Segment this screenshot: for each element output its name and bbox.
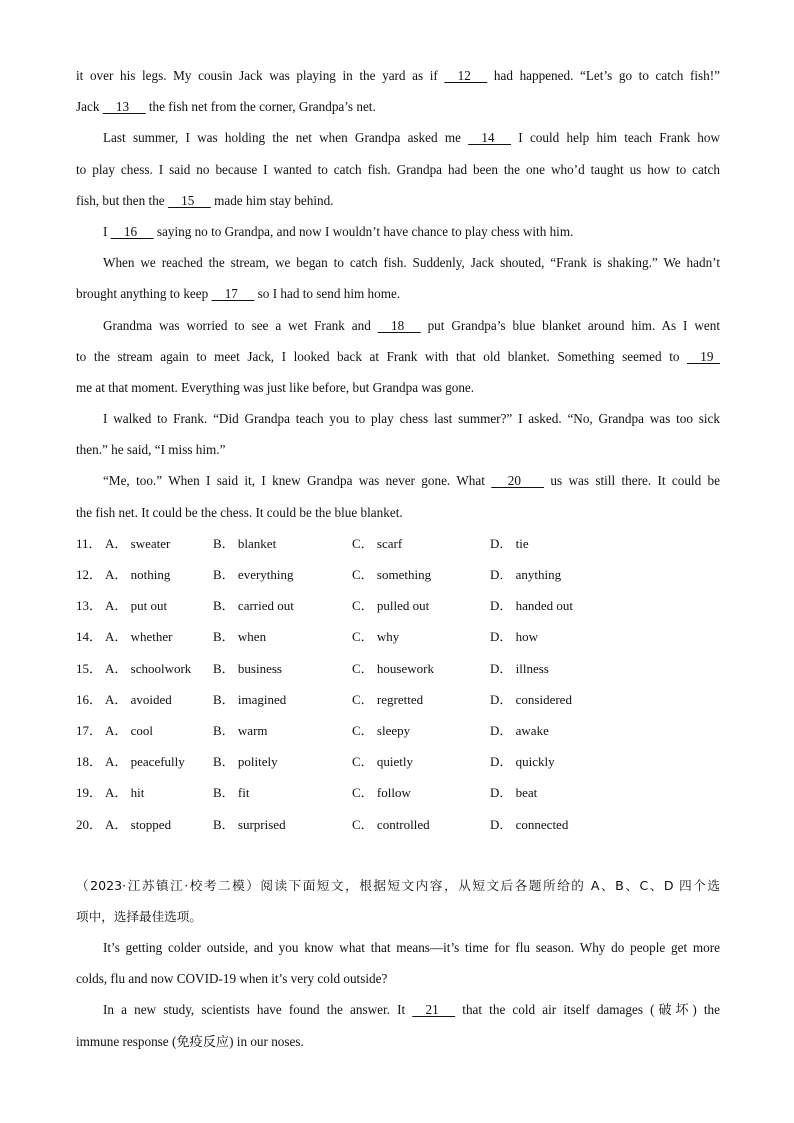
option-d: D． illness xyxy=(490,660,549,676)
question-number: 17． xyxy=(76,722,103,738)
passage-line: immune response (免疫反应) in our noses. xyxy=(76,1033,304,1049)
option-row xyxy=(76,777,720,808)
question-number: 13． xyxy=(76,598,103,614)
text: Jack xyxy=(76,99,103,115)
option-a: A． peacefully xyxy=(105,754,185,770)
question-number: 14． xyxy=(76,629,103,645)
passage-line: the fish net. It could be the chess. It could be the blue blanket. xyxy=(76,504,403,520)
passage-line xyxy=(76,278,720,309)
text: had happened. “Let’s go to catch fish!” xyxy=(487,68,720,83)
option-b: B． fit xyxy=(213,785,250,801)
passage-line xyxy=(76,994,720,1025)
text: “Me, too.” When I said it, I knew Grandpa was never gone. What xyxy=(103,473,492,489)
passage-line: then.” he said, “I miss him.” xyxy=(76,442,226,458)
text: the fish net from the corner, Grandpa’s net. xyxy=(145,99,376,115)
option-a: A． cool xyxy=(105,722,154,738)
option-c: C． pulled out xyxy=(352,598,430,614)
blank-21: 21 xyxy=(412,1002,456,1018)
option-d: D． anything xyxy=(490,567,562,582)
blank-13: 13 xyxy=(102,99,146,115)
text: made him stay behind. xyxy=(210,192,334,208)
option-b: B． business xyxy=(213,660,282,676)
text: that the cold air itself damages (破坏) the xyxy=(455,1002,720,1018)
option-row xyxy=(76,653,720,684)
blank-16: 16 xyxy=(110,223,154,239)
option-c: C． housework xyxy=(352,660,434,676)
option-c: C． quietly xyxy=(352,754,414,770)
passage-line xyxy=(76,122,720,153)
blank-19: 19 xyxy=(687,348,720,364)
option-row xyxy=(76,684,720,715)
passage-line xyxy=(76,341,720,372)
option-a: A． put out xyxy=(105,598,168,614)
option-a: A． nothing xyxy=(105,567,171,582)
worksheet-page xyxy=(76,60,720,1057)
option-c: C． regretted xyxy=(352,691,424,707)
blank-15: 15 xyxy=(167,192,211,208)
option-b: B． politely xyxy=(213,754,278,770)
option-d: D． how xyxy=(490,629,539,645)
option-row xyxy=(76,715,720,746)
option-a: A． schoolwork xyxy=(105,660,192,676)
option-row xyxy=(76,621,720,652)
passage-line xyxy=(76,91,720,122)
option-d: D． considered xyxy=(490,691,572,707)
text: saying no to Grandpa, and now I wouldn’t have chance to play chess with him. xyxy=(153,223,574,239)
option-a: A． whether xyxy=(105,629,173,645)
question-number: 19． xyxy=(76,785,103,801)
question-number: 11． xyxy=(76,535,102,551)
option-b: B． carried out xyxy=(213,598,294,614)
passage-line xyxy=(76,310,720,341)
passage-line: colds, flu and now COVID-19 when it’s very cold outside? xyxy=(76,971,388,987)
option-b: B． blanket xyxy=(213,535,277,551)
option-b: B． when xyxy=(213,629,267,645)
passage-line xyxy=(76,185,720,216)
option-row xyxy=(76,590,720,621)
text: Last summer, I was holding the net when Grandpa asked me xyxy=(103,130,469,146)
text: I could help him teach Frank how xyxy=(511,130,720,146)
passage-line xyxy=(76,465,720,496)
option-c: C． sleepy xyxy=(352,722,411,738)
passage-line xyxy=(76,60,720,91)
option-row xyxy=(76,559,720,590)
option-row xyxy=(76,528,720,559)
text: it over his legs. My cousin Jack was playing in the yard as if xyxy=(76,68,445,83)
option-c: C． why xyxy=(352,629,400,645)
passage-line: me at that moment. Everything was just like before, but Grandpa was gone. xyxy=(76,379,475,395)
question-number: 16． xyxy=(76,691,103,707)
text: us was still there. It could be xyxy=(544,473,720,489)
option-b: B． imagined xyxy=(213,691,287,707)
question-number: 15． xyxy=(76,660,103,676)
option-b: B． surprised xyxy=(213,816,286,832)
text: so I had to send him home. xyxy=(254,286,401,302)
option-a: A． stopped xyxy=(105,816,172,832)
option-row xyxy=(76,809,720,840)
options-list xyxy=(76,528,720,840)
text: put Grandpa’s blue blanket around him. As I went xyxy=(420,317,720,333)
section-gap xyxy=(76,840,720,870)
option-d: D． awake xyxy=(490,722,549,738)
blank-12: 12 xyxy=(444,68,488,83)
option-a: A． avoided xyxy=(105,691,172,707)
option-c: C． something xyxy=(352,567,432,582)
passage-line: I walked to Frank. “Did Grandpa teach you to play chess last summer?” I asked. “No, Grandpa was too sick xyxy=(103,411,720,427)
blank-14: 14 xyxy=(468,130,512,146)
passage-line xyxy=(76,216,720,247)
text: I xyxy=(103,223,111,239)
blank-17: 17 xyxy=(211,286,255,302)
passage-line: It’s getting colder outside, and you know what that means—it’s time for flu season. Why do people get more xyxy=(103,940,720,956)
text: fish, but then the xyxy=(76,192,168,208)
option-d: D． connected xyxy=(490,816,569,832)
option-b: B． warm xyxy=(213,722,268,738)
option-d: D． quickly xyxy=(490,754,555,770)
option-b: B． everything xyxy=(213,567,294,582)
question-number: 18． xyxy=(76,754,103,770)
question-number: 20． xyxy=(76,816,103,832)
option-d: D． handed out xyxy=(490,598,574,614)
option-a: A． sweater xyxy=(105,535,171,551)
section-instruction: 项中，选择最佳选项。 xyxy=(76,908,202,924)
blank-18: 18 xyxy=(377,317,421,333)
blank-20: 20 xyxy=(491,473,545,489)
passage-line: to play chess. I said no because I wanted to catch fish. Grandpa had been the one who’d taught us how to catch xyxy=(76,161,720,177)
option-c: C． scarf xyxy=(352,535,403,551)
question-number: 12． xyxy=(76,567,103,582)
text: Grandma was worried to see a wet Frank and xyxy=(103,317,378,333)
text: In a new study, scientists have found the answer. It xyxy=(103,1002,413,1018)
section-instruction: （2023·江苏镇江·校考二模）阅读下面短文，根据短文内容，从短文后各题所给的 A、B、C、D 四个选 xyxy=(76,877,720,893)
option-c: C． controlled xyxy=(352,816,430,832)
option-a: A． hit xyxy=(105,785,145,801)
option-d: D． beat xyxy=(490,785,538,801)
text: to the stream again to meet Jack, I looked back at Frank with that old blanket. Something seemed to xyxy=(76,348,688,364)
option-c: C． follow xyxy=(352,785,411,801)
passage-line: When we reached the stream, we began to catch fish. Suddenly, Jack shouted, “Frank is shaking.” We hadn’t xyxy=(103,255,720,271)
option-row xyxy=(76,746,720,777)
option-d: D． tie xyxy=(490,535,529,551)
text: brought anything to keep xyxy=(76,286,212,302)
